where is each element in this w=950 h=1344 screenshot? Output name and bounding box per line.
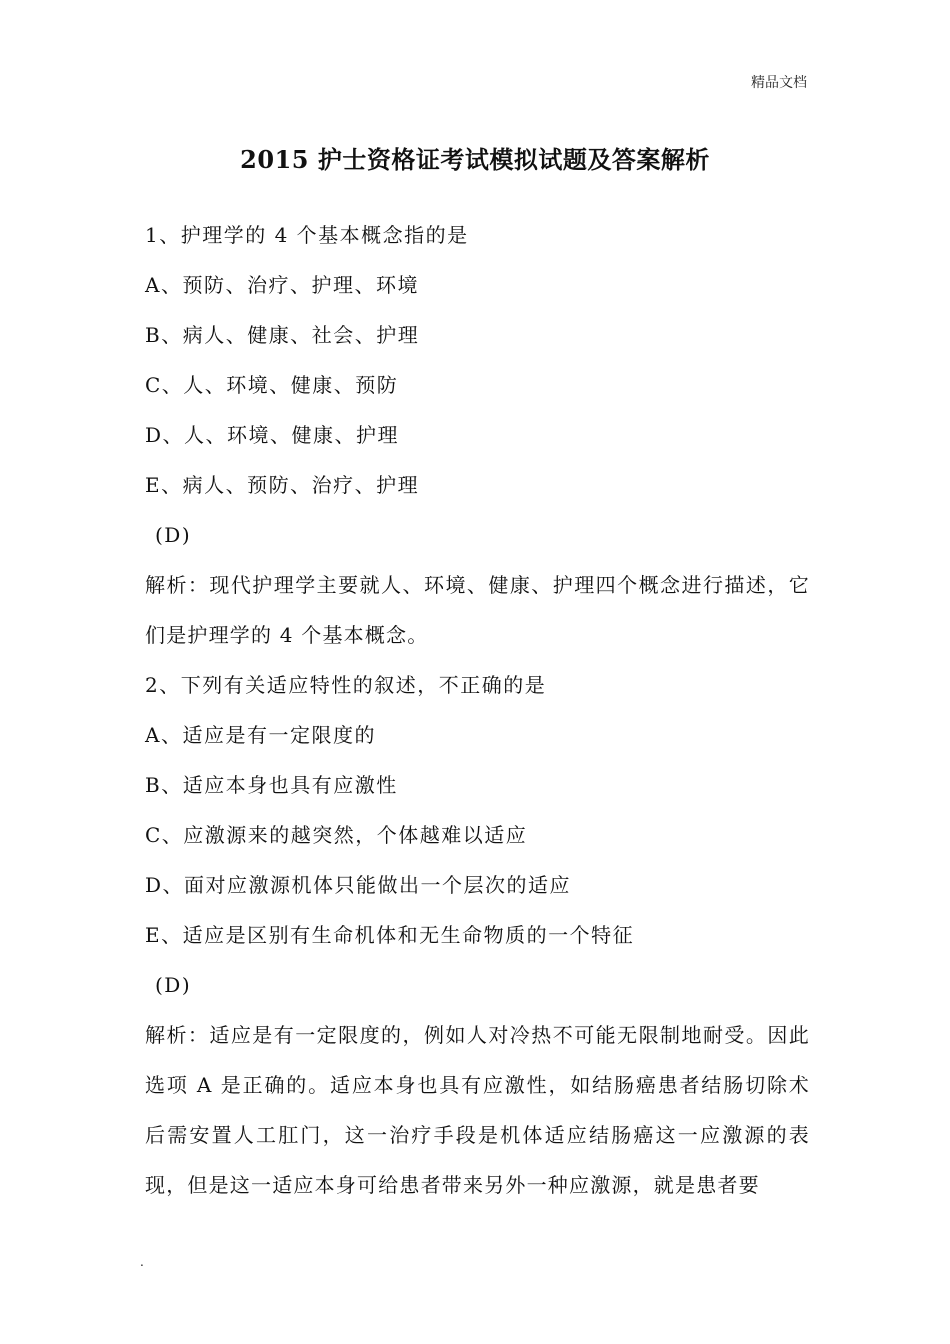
- answer: (D): [155, 523, 192, 547]
- option-c: C、人、环境、健康、预防: [145, 373, 399, 397]
- option-a: A、适应是有一定限度的: [145, 723, 376, 747]
- explanation: 解析：现代护理学主要就人、环境、健康、护理四个概念进行描述，它们是护理学的 4 个基本概念。: [145, 573, 810, 647]
- header-note: 精品文档: [751, 75, 807, 91]
- option-b: B、病人、健康、社会、护理: [145, 323, 420, 347]
- option-d: D、人、环境、健康、护理: [145, 423, 400, 447]
- option-e: E、适应是区别有生命机体和无生命物质的一个特征: [145, 923, 635, 947]
- option-c: C、应激源来的越突然，个体越难以适应: [145, 823, 528, 847]
- answer: (D): [155, 973, 192, 997]
- question-1: [145, 210, 810, 660]
- option-e: E、病人、预防、治疗、护理: [145, 473, 420, 497]
- footer-mark: .: [140, 1255, 144, 1269]
- question-text: 2、下列有关适应特性的叙述，不正确的是: [145, 673, 547, 697]
- document-title: 2015 护士资格证考试模拟试题及答案解析: [240, 145, 710, 174]
- option-d: D、面对应激源机体只能做出一个层次的适应: [145, 873, 572, 897]
- question-text: 1、护理学的 4 个基本概念指的是: [145, 223, 469, 247]
- question-2: [145, 660, 810, 1210]
- document-body: [145, 210, 810, 1210]
- explanation: 解析：适应是有一定限度的，例如人对冷热不可能无限制地耐受。因此选项 A 是正确的。适应本身也具有应激性，如结肠癌患者结肠切除术后需安置人工肛门，这一治疗手段是机体适应结肠癌这一应激源的表现，但是这一适应本身可给患者带来另外一种应激源，就是患者要: [145, 1023, 810, 1197]
- option-a: A、预防、治疗、护理、环境: [145, 273, 419, 297]
- option-b: B、适应本身也具有应激性: [145, 773, 398, 797]
